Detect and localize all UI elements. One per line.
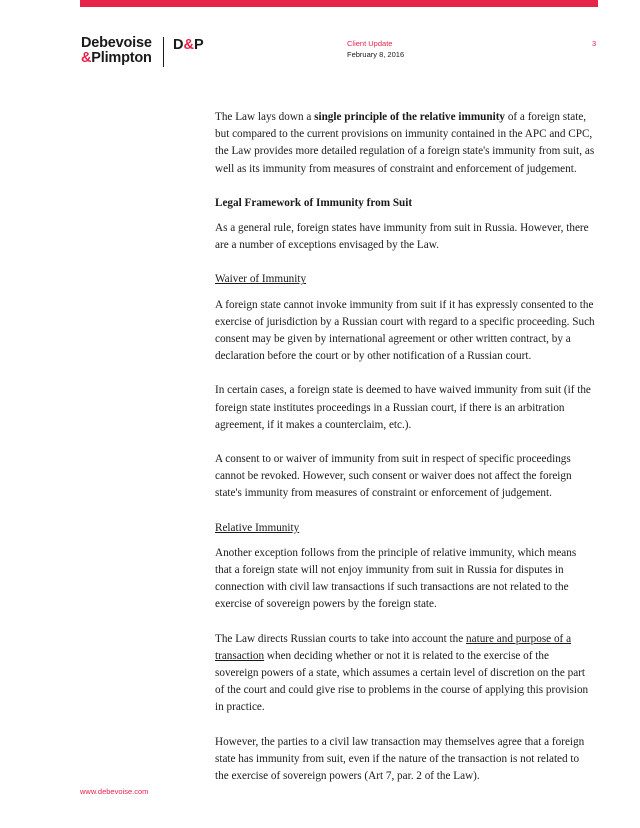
- paragraph-7-underlined: nature and purpose of a transaction: [215, 632, 572, 662]
- document-type-label: Client Update: [347, 39, 393, 48]
- document-body: [215, 109, 595, 802]
- subheading-waiver-of-immunity: Waiver of Immunity: [215, 273, 307, 286]
- top-accent-bar: [80, 0, 598, 7]
- logo-line-2: Plimpton: [91, 50, 152, 66]
- paragraph-1-text-a: The Law lays down a: [215, 111, 315, 123]
- section-heading-legal-framework: Legal Framework of Immunity from Suit: [215, 196, 413, 209]
- paragraph-8: However, the parties to a civil law transaction may themselves agree that a foreign state has immunity from suit, even if the nature of the transaction is not related to the exercise of sovereign powers (Art 7, par. 2 of the Law).: [215, 735, 585, 783]
- paragraph-7-text-a: The Law directs Russian courts to take into account the: [215, 632, 467, 645]
- logo-ampersand: &: [81, 50, 92, 66]
- paragraph-5: A consent to or waiver of immunity from suit in respect of specific proceedings cannot be revoked. However, such consent or waiver does not affect the foreign state's immunity from measures of constraint or enforcement of judgement.: [215, 453, 572, 500]
- logo-divider: [163, 37, 164, 67]
- paragraph-4: In certain cases, a foreign state is deemed to have waived immunity from suit (if the foreign state institutes proceedings in a Russian court, if there is an arbitration agreement, if it makes a counterclaim, etc.).: [215, 384, 591, 431]
- paragraph-1: [215, 109, 595, 178]
- logo-monogram: [173, 37, 204, 53]
- paragraph-2: As a general rule, foreign states have immunity from suit in Russia. However, there are a number of exceptions envisaged by the Law.: [215, 222, 589, 252]
- paragraph-1-text-b: of a foreign state, but compared to the current provisions on immunity contained in the APC and CPC, the Law provides more detailed regulation of a foreign state's immunity from suit, as well as its immunity from measures of constraint and enforcement of judgement.: [215, 111, 595, 175]
- logo-monogram-p: P: [193, 37, 204, 53]
- paragraph-6: Another exception follows from the principle of relative immunity, which means that a foreign state will not enjoy immunity from suit in Russia for disputes in connection with civil law transactions if such transactions are not related to the exercise of sovereign powers by the foreign state.: [215, 546, 577, 611]
- logo-monogram-d: D: [173, 37, 184, 53]
- logo-line-1: Debevoise: [81, 35, 152, 51]
- document-date: February 8, 2016: [347, 50, 405, 59]
- paragraph-7: [215, 631, 595, 717]
- paragraph-3: A foreign state cannot invoke immunity from suit if it has expressly consented to the exercise of jurisdiction by a Russian court with regard to a specific proceeding. Such consent may be given by international agreement or other written contract, by a declaration before the court or by other notification of a Russian court.: [215, 298, 595, 363]
- paragraph-7-text-b: when deciding whether or not it is related to the exercise of the sovereign powers of a state, which assumes a certain level of discretion on the part of the court and could give rise to problems in the course of applying this provision in practice.: [215, 649, 589, 714]
- logo-wordmark: [81, 36, 152, 66]
- page-number: 3: [592, 39, 597, 48]
- subheading-relative-immunity: Relative Immunity: [215, 521, 300, 534]
- logo-monogram-amp: &: [183, 37, 194, 53]
- footer-website-link[interactable]: www.debevoise.com: [80, 787, 149, 796]
- paragraph-1-bold: single principle of the relative immunity: [314, 111, 506, 123]
- firm-logo: [81, 35, 204, 66]
